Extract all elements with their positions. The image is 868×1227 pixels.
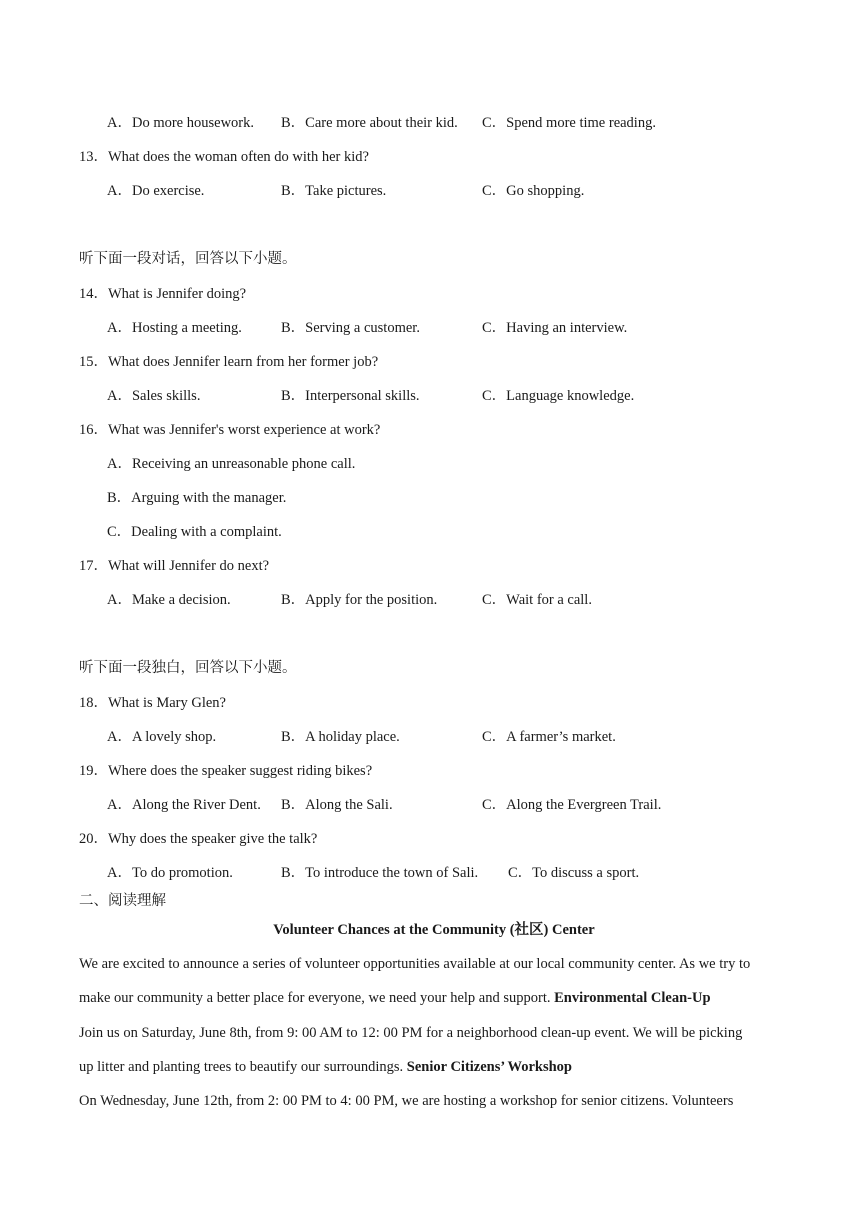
q19-option-a[interactable]: A．Along the River Dent. — [107, 797, 261, 813]
q17-option-a[interactable]: A．Make a decision. — [107, 592, 231, 608]
q13-option-b[interactable]: B．Take pictures. — [281, 183, 387, 199]
q18-stem: 18．What is Mary Glen? — [79, 695, 226, 711]
q19-stem: 19．Where does the speaker suggest riding bikes? — [79, 763, 373, 779]
q15-option-a[interactable]: A．Sales skills. — [107, 388, 201, 404]
q16-stem: 16．What was Jennifer's worst experience at work? — [79, 422, 381, 438]
q14-stem: 14．What is Jennifer doing? — [79, 286, 247, 302]
q17-option-c[interactable]: C．Wait for a call. — [482, 592, 592, 608]
passage-line: On Wednesday, June 12th, from 2: 00 PM to 4: 00 PM, we are hosting a workshop for senior citizens. Volunteers — [79, 1093, 734, 1109]
q17-stem: 17．What will Jennifer do next? — [79, 558, 270, 574]
passage-text: make our community a better place for everyone, we need your help and support. — [79, 990, 555, 1006]
q12-option-c[interactable]: C．Spend more time reading. — [482, 115, 656, 131]
q16-option-a[interactable]: A．Receiving an unreasonable phone call. — [107, 456, 356, 472]
q14-option-b[interactable]: B．Serving a customer. — [281, 320, 420, 336]
q18-option-c[interactable]: C．A farmer’s market. — [482, 729, 616, 745]
passage-subheading-cleanup: Environmental Clean-Up — [554, 990, 711, 1006]
part2-heading: 二、阅读理解 — [79, 893, 166, 909]
passage-line — [79, 1057, 572, 1077]
passage-line — [79, 988, 711, 1008]
q12-option-a[interactable]: A．Do more housework. — [107, 115, 254, 131]
q15-option-b[interactable]: B．Interpersonal skills. — [281, 388, 420, 404]
q13-option-c[interactable]: C．Go shopping. — [482, 183, 585, 199]
q14-option-a[interactable]: A．Hosting a meeting. — [107, 320, 242, 336]
q20-option-c[interactable]: C．To discuss a sport. — [508, 865, 640, 881]
q19-option-b[interactable]: B．Along the Sali. — [281, 797, 393, 813]
q13-option-a[interactable]: A．Do exercise. — [107, 183, 205, 199]
q20-option-b[interactable]: B．To introduce the town of Sali. — [281, 865, 479, 881]
q13-stem: 13．What does the woman often do with her kid? — [79, 149, 369, 165]
q18-option-b[interactable]: B．A holiday place. — [281, 729, 400, 745]
q15-option-c[interactable]: C．Language knowledge. — [482, 388, 635, 404]
q16-option-b[interactable]: B．Arguing with the manager. — [107, 490, 287, 506]
q15-stem: 15．What does Jennifer learn from her former job? — [79, 354, 379, 370]
q18-option-a[interactable]: A．A lovely shop. — [107, 729, 217, 745]
section-instruction-dialogue: 听下面一段对话，回答以下小题。 — [79, 251, 297, 267]
passage-subheading-workshop: Senior Citizens’ Workshop — [406, 1059, 572, 1075]
passage-line: Join us on Saturday, June 8th, from 9: 00 AM to 12: 00 PM for a neighborhood clean-up event. We will be picking — [79, 1025, 743, 1041]
q17-option-b[interactable]: B．Apply for the position. — [281, 592, 438, 608]
q19-option-c[interactable]: C．Along the Evergreen Trail. — [482, 797, 662, 813]
q20-option-a[interactable]: A．To do promotion. — [107, 865, 233, 881]
passage-line: We are excited to announce a series of volunteer opportunities available at our local community center. As we try to — [79, 956, 751, 972]
passage-title: Volunteer Chances at the Community (社区) Center — [273, 922, 595, 938]
passage-text: up litter and planting trees to beautify our surroundings. — [79, 1059, 407, 1075]
q14-option-c[interactable]: C．Having an interview. — [482, 320, 628, 336]
section-instruction-monologue: 听下面一段独白，回答以下小题。 — [79, 660, 297, 676]
q12-option-b[interactable]: B．Care more about their kid. — [281, 115, 458, 131]
q20-stem: 20．Why does the speaker give the talk? — [79, 831, 318, 847]
q16-option-c[interactable]: C．Dealing with a complaint. — [107, 524, 282, 540]
